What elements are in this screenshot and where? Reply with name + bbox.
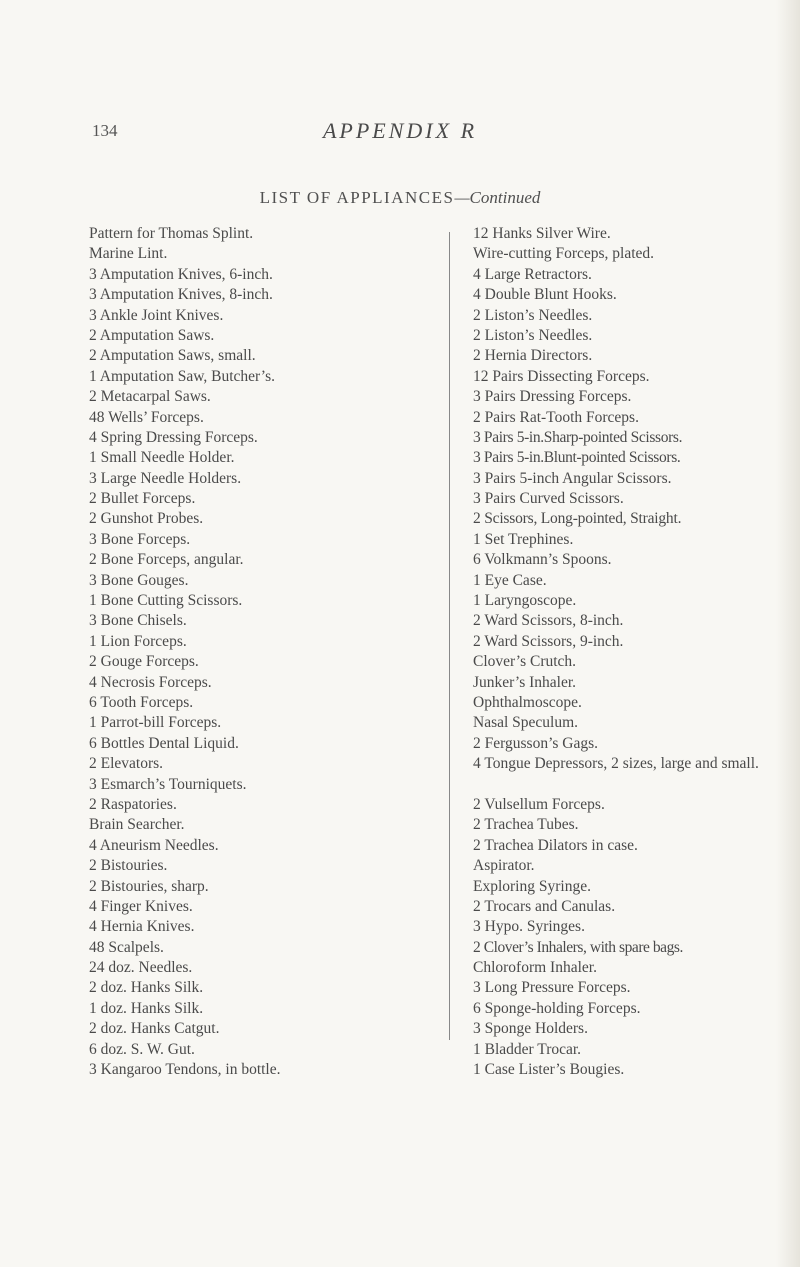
list-item: 6 Sponge-holding Forceps. (473, 999, 641, 1017)
list-item: 3 Pairs 5-inch Angular Scissors. (473, 469, 672, 487)
left-column (89, 224, 434, 1080)
list-item: Nasal Speculum. (473, 714, 579, 732)
list-item: Pattern for Thomas Splint. (89, 225, 254, 242)
list-item: Wire-cutting Forceps, plated. (473, 245, 655, 263)
list-item: 2 Trocars and Canulas. (473, 897, 616, 915)
list-item: 1 Small Needle Holder. (89, 449, 235, 467)
list-item: 48 Scalpels. (89, 938, 164, 956)
list-item: 4 Double Blunt Hooks. (473, 286, 617, 304)
list-item: 3 Amputation Knives, 8-inch. (89, 286, 273, 304)
list-item: 3 Large Needle Holders. (89, 469, 242, 487)
list-item: 2 Gouge Forceps. (89, 653, 199, 671)
list-item: Ophthalmoscope. (473, 693, 582, 711)
list-item: 2 Bone Forceps, angular. (89, 551, 244, 569)
list-item: 3 Amputation Knives, 6-inch. (89, 265, 273, 283)
column-divider (449, 232, 450, 1040)
list-item: 3 Bone Gouges. (89, 571, 189, 589)
list-item: 2 Bistouries, sharp. (89, 877, 209, 895)
list-item: 6 Tooth Forceps. (89, 693, 194, 711)
list-title (0, 188, 800, 208)
list-item: 2 Amputation Saws, small. (89, 347, 256, 365)
list-item: 4 Spring Dressing Forceps. (89, 428, 258, 446)
list-item: 2 Fergusson’s Gags. (473, 734, 599, 752)
list-item: 6 Bottles Dental Liquid. (89, 734, 239, 752)
list-item: 3 Bone Forceps. (89, 530, 191, 548)
list-item: 2 Scissors, Long-pointed, Straight. (473, 510, 682, 528)
list-item: 2 Vulsellum Forceps. (473, 795, 605, 813)
list-item: 3 Bone Chisels. (89, 612, 187, 630)
list-item: 6 doz. S. W. Gut. (89, 1040, 195, 1058)
list-item: 1 Lion Forceps. (89, 632, 187, 650)
list-item: 1 doz. Hanks Silk. (89, 999, 204, 1017)
list-title-main: LIST OF APPLIANCES (259, 188, 455, 207)
list-item: 12 Pairs Dissecting Forceps. (473, 367, 650, 385)
right-column (473, 224, 773, 1080)
list-item: 2 Elevators. (89, 755, 164, 773)
list-item: 1 Parrot-bill Forceps. (89, 714, 222, 732)
list-item: 2 doz. Hanks Silk. (89, 979, 204, 997)
list-item: 2 Bistouries. (89, 857, 168, 875)
list-item: 4 Necrosis Forceps. (89, 673, 212, 691)
list-item: 2 Bullet Forceps. (89, 490, 196, 508)
list-item: 2 Trachea Dilators in case. (473, 836, 638, 854)
list-item: 3 Long Pressure Forceps. (473, 979, 631, 997)
list-item: 3 Pairs Dressing Forceps. (473, 388, 632, 406)
list-item: 4 Hernia Knives. (89, 918, 195, 936)
list-item: 2 Liston’s Needles. (473, 326, 593, 344)
list-item: 2 Metacarpal Saws. (89, 388, 211, 406)
list-item: 4 Large Retractors. (473, 265, 592, 283)
running-head: APPENDIX R (322, 118, 478, 143)
list-item: 1 Case Lister’s Bougies. (473, 1061, 625, 1079)
list-item: 1 Amputation Saw, Butcher’s. (89, 367, 275, 385)
list-item: Exploring Syringe. (473, 877, 591, 895)
page-number: 134 (92, 121, 118, 140)
list-item: 4 Aneurism Needles. (89, 836, 219, 854)
list-item: Brain Searcher. (89, 816, 185, 834)
list-item: 1 Bladder Trocar. (473, 1040, 582, 1058)
list-item: 1 Bone Cutting Scissors. (89, 592, 243, 610)
list-item: 2 Ward Scissors, 8-inch. (473, 612, 624, 630)
list-item: 2 Gunshot Probes. (89, 510, 204, 528)
list-item: Junker’s Inhaler. (473, 673, 577, 691)
list-item: 4 Finger Knives. (89, 897, 193, 915)
list-item: 3 Pairs 5-in.Sharp-pointed Scissors. (473, 428, 683, 446)
list-item: 1 Set Trephines. (473, 530, 574, 548)
list-item: 2 Pairs Rat-Tooth Forceps. (473, 408, 639, 426)
list-item: 3 Hypo. Syringes. (473, 918, 585, 936)
list-item: 2 Hernia Directors. (473, 347, 593, 365)
list-item: Chloroform Inhaler. (473, 959, 597, 977)
list-item: 2 Raspatories. (89, 795, 177, 813)
list-item: 1 Laryngoscope. (473, 592, 577, 610)
list-item: 3 Esmarch’s Tourniquets. (89, 775, 247, 793)
list-item: 2 Ward Scissors, 9-inch. (473, 632, 624, 650)
list-item: 3 Ankle Joint Knives. (89, 306, 224, 324)
list-item: 3 Kangaroo Tendons, in bottle. (89, 1061, 281, 1079)
list-item: 3 Sponge Holders. (473, 1020, 588, 1038)
list-item: Clover’s Crutch. (473, 653, 577, 671)
list-item: 3 Pairs 5-in.Blunt-pointed Scissors. (473, 449, 681, 467)
list-item: 24 doz. Needles. (89, 959, 193, 977)
list-item: Aspirator. (473, 857, 535, 875)
list-item: 1 Eye Case. (473, 571, 547, 589)
list-item: 48 Wells’ Forceps. (89, 408, 204, 426)
list-item: 3 Pairs Curved Scissors. (473, 490, 624, 508)
list-item: 6 Volkmann’s Spoons. (473, 551, 612, 569)
list-item: 2 doz. Hanks Catgut. (89, 1020, 220, 1038)
list-item: 2 Amputation Saws. (89, 326, 215, 344)
list-title-continued: —Continued (454, 188, 541, 207)
list-item: 2 Liston’s Needles. (473, 306, 593, 324)
list-item: 12 Hanks Silver Wire. (473, 225, 611, 242)
list-item: 4 Tongue Depressors, 2 sizes, large and small. (473, 755, 759, 773)
list-item: 2 Trachea Tubes. (473, 816, 579, 834)
list-item: 2 Clover’s Inhalers, with spare bags. (473, 938, 683, 956)
list-item: Marine Lint. (89, 245, 168, 263)
